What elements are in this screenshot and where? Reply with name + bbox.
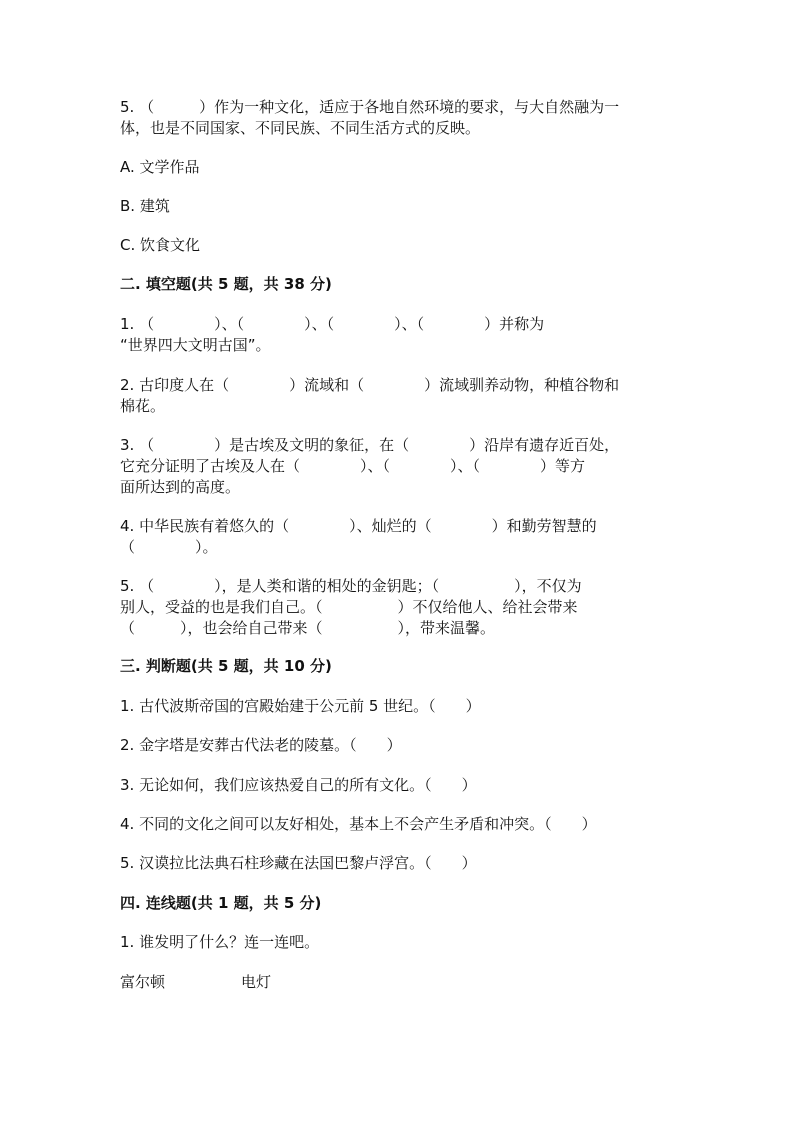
- fill-q2-line2: 棉花。: [120, 397, 166, 415]
- match-left-item: 富尔顿: [120, 973, 166, 991]
- fill-q5-line2: 别人，受益的也是我们自己。（ ）不仅给他人、给社会带来: [120, 598, 578, 616]
- fill-q2-line1: 2. 古印度人在（ ）流域和（ ）流域驯养动物，种植谷物和: [120, 376, 620, 394]
- fill-q1-line1: 1. （ ）、（ ）、（ ）、（ ）并称为: [120, 315, 545, 333]
- match-right-item: 电灯: [241, 973, 272, 991]
- section3-heading: 三. 判断题(共 5 题，共 10 分): [120, 657, 332, 675]
- option-c: C. 饮食文化: [120, 236, 201, 254]
- fill-q4-line2: （ ）。: [120, 538, 218, 556]
- judge-item-1: 1. 古代波斯帝国的宫殿始建于公元前 5 世纪。（ ）: [120, 697, 481, 715]
- fill-q5-line1: 5. （ ），是人类和谐的相处的金钥匙；（ ），不仅为: [120, 577, 582, 595]
- judge-item-4: 4. 不同的文化之间可以友好相处，基本上不会产生矛盾和冲突。（ ）: [120, 815, 597, 833]
- option-a: A. 文学作品: [120, 158, 200, 176]
- section4-heading: 四. 连线题(共 1 题，共 5 分): [120, 894, 322, 912]
- judge-item-3: 3. 无论如何，我们应该热爱自己的所有文化。（ ）: [120, 776, 477, 794]
- fill-q3-line1: 3. （ ）是古埃及文明的象征，在（ ）沿岸有遗存近百处，: [120, 436, 620, 454]
- fill-q3-line3: 面所达到的高度。: [120, 478, 241, 496]
- q5-choice-line2: 体，也是不同国家、不同民族、不同生活方式的反映。: [120, 119, 481, 137]
- judge-item-2: 2. 金字塔是安葬古代法老的陵墓。（ ）: [120, 736, 402, 754]
- section2-heading: 二. 填空题(共 5 题，共 38 分): [120, 275, 332, 293]
- fill-q4-line1: 4. 中华民族有着悠久的（ ）、灿烂的（ ）和勤劳智慧的: [120, 517, 597, 535]
- fill-q1-line2: “世界四大文明古国”。: [120, 336, 271, 354]
- fill-q3-line2: 它充分证明了古埃及人在（ ）、（ ）、（ ）等方: [120, 457, 586, 475]
- option-b: B. 建筑: [120, 197, 170, 215]
- fill-q5-line3: （ ），也会给自己带来（ ），带来温馨。: [120, 619, 496, 637]
- q5-choice-line1: 5. （ ）作为一种文化，适应于各地自然环境的要求，与大自然融为一: [120, 98, 620, 116]
- match-q1: 1. 谁发明了什么？连一连吧。: [120, 933, 320, 951]
- judge-item-5: 5. 汉谟拉比法典石柱珍藏在法国巴黎卢浮宫。（ ）: [120, 854, 477, 872]
